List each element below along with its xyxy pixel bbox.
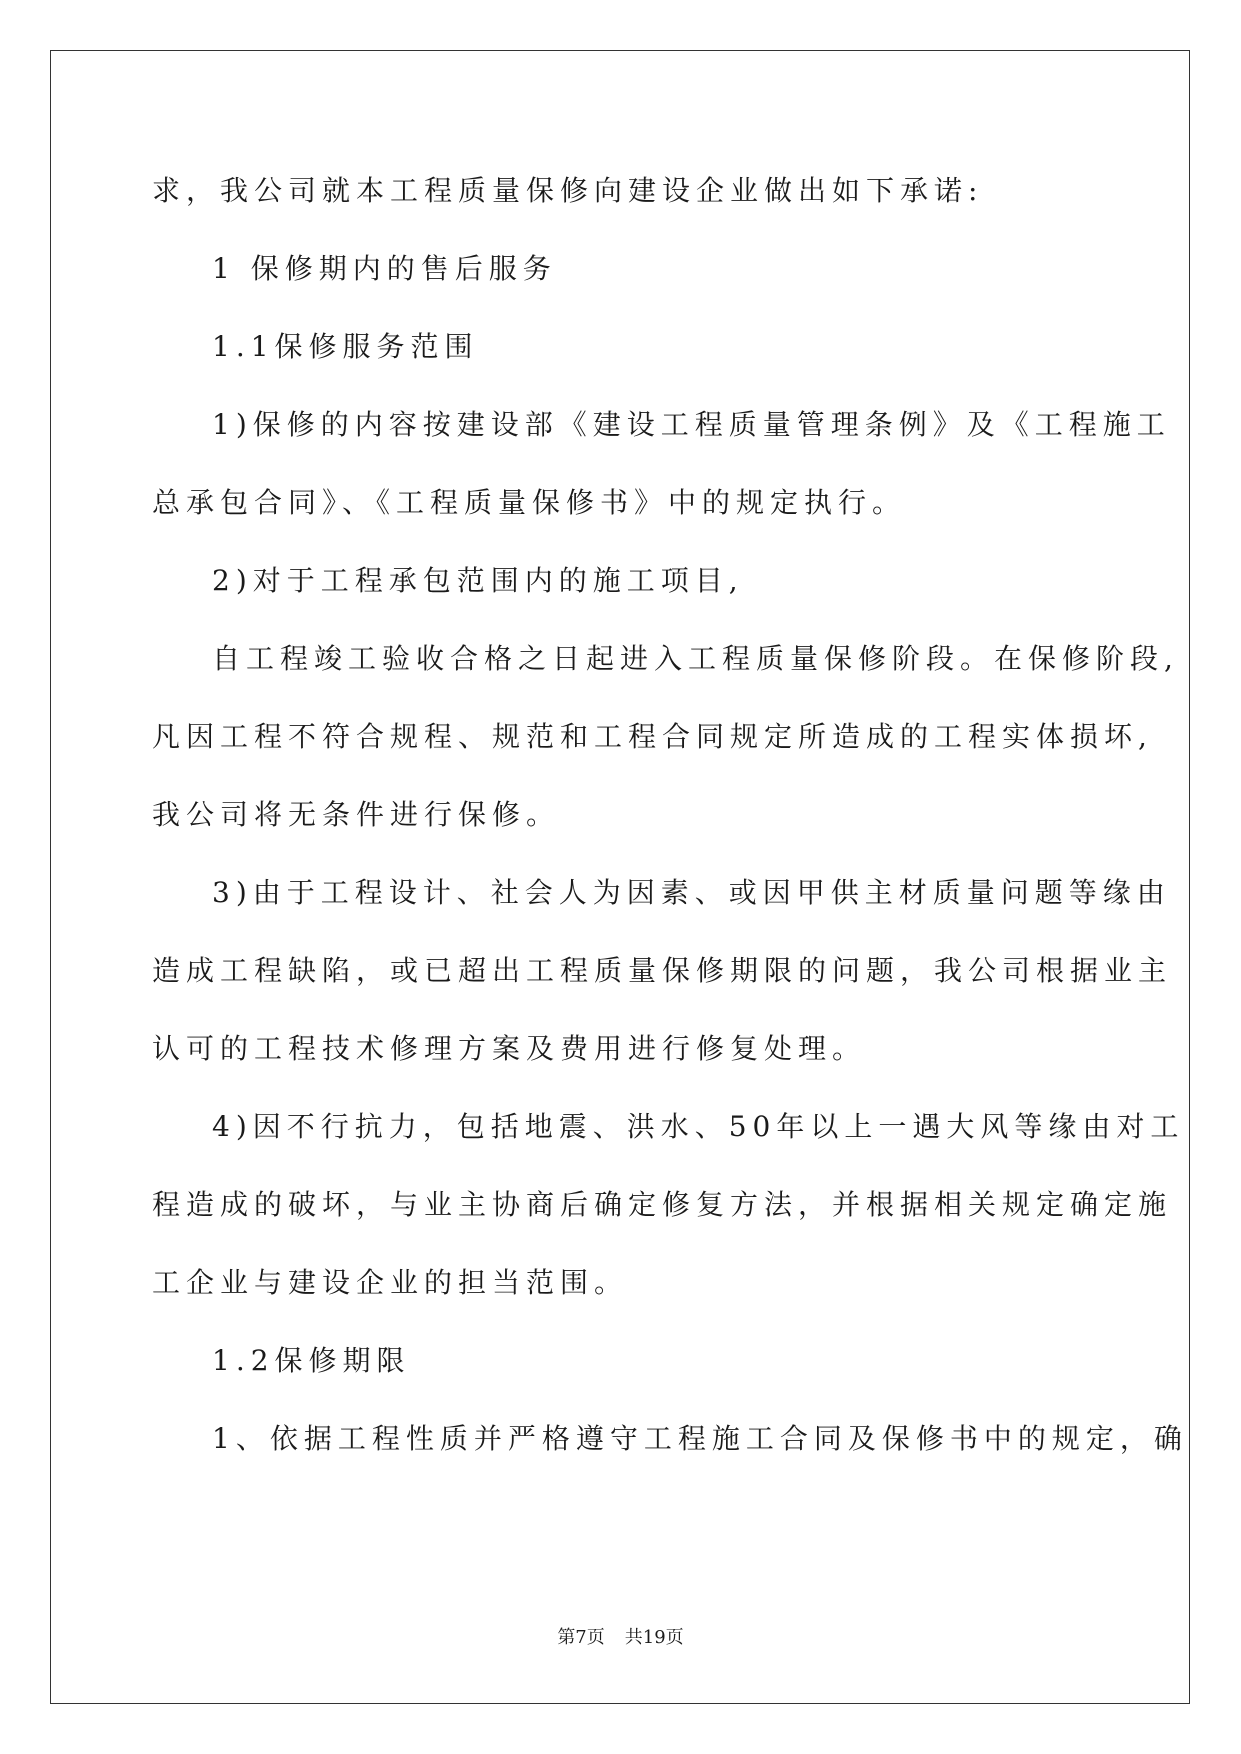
page-number: 第7页 [557, 1627, 605, 1648]
paragraph-line: 1、依据工程性质并严格遵守工程施工合同及保修书中的规定，确 [212, 1422, 1188, 1455]
paragraph-line: 1)保修的内容按建设部《建设工程质量管理条例》及《工程施工 [212, 408, 1171, 441]
paragraph-line: 2)对于工程承包范围内的施工项目, [212, 564, 744, 597]
paragraph-line: 总承包合同》、《工程质量保修书》中的规定执行。 [152, 486, 907, 519]
paragraph-line: 3)由于工程设计、社会人为因素、或因甲供主材质量问题等缘由 [212, 876, 1171, 909]
document-body [152, 165, 1188, 1491]
page-total: 共19页 [624, 1627, 684, 1648]
section-heading: 1 保修期内的售后服务 [212, 252, 557, 285]
paragraph-line: 工企业与建设企业的担当范围。 [152, 1266, 629, 1299]
paragraph-line: 4)因不行抗力，包括地震、洪水、50年以上一遇大风等缘由对工 [212, 1110, 1185, 1143]
subsection-heading: 1.2保修期限 [212, 1344, 411, 1377]
paragraph-line: 我公司将无条件进行保修。 [152, 798, 561, 831]
paragraph-line: 认可的工程技术修理方案及费用进行修复处理。 [152, 1032, 867, 1065]
paragraph-line: 求，我公司就本工程质量保修向建设企业做出如下承诺: [152, 174, 984, 207]
paragraph-line: 自工程竣工验收合格之日起进入工程质量保修阶段。在保修阶段, [212, 642, 1179, 675]
paragraph-line: 凡因工程不符合规程、规范和工程合同规定所造成的工程实体损坏, [152, 720, 1153, 753]
subsection-heading: 1.1保修服务范围 [212, 330, 479, 363]
paragraph-line: 程造成的破坏，与业主协商后确定修复方法，并根据相关规定确定施 [152, 1188, 1173, 1221]
paragraph-line: 造成工程缺陷，或已超出工程质量保修期限的问题，我公司根据业主 [152, 954, 1173, 987]
page-footer [0, 1623, 1241, 1649]
